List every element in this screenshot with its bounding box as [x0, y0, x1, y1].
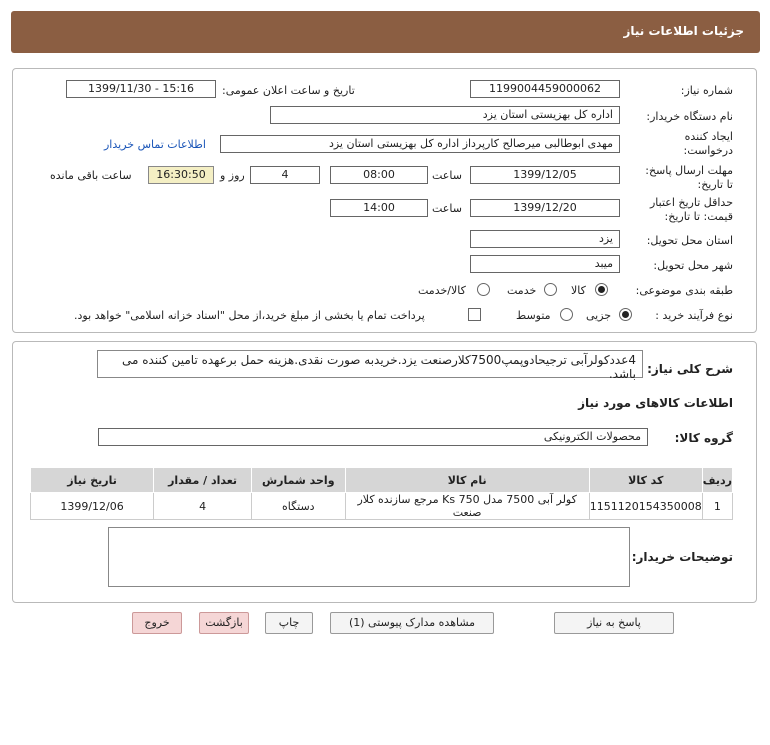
need-description-field: 4عددکولرآبی ترجیحادوپمپ7500کلارصنعت یزد.خریدبه صورت نقدی.هزینه حمل برعهده تامین کننده می باشد. [97, 350, 643, 378]
buyer-org-label: نام دستگاه خریدار: [646, 110, 733, 123]
process-medium-label: متوسط [516, 309, 551, 322]
reply-deadline-label: مهلت ارسال پاسخ: [645, 164, 733, 177]
reply-time-label: ساعت [432, 169, 462, 182]
remaining-time-field: 16:30:50 [148, 166, 214, 184]
buyer-contact-link[interactable]: اطلاعات تماس خریدار [104, 138, 206, 151]
goods-group-field: محصولات الکترونیکی [98, 428, 648, 446]
city-field: میبد [470, 255, 620, 273]
announce-label: تاریخ و ساعت اعلان عمومی: [222, 84, 355, 97]
reply-date-field: 1399/12/05 [470, 166, 620, 184]
cell-need-date: 1399/12/06 [31, 493, 154, 520]
category-both-radio[interactable] [477, 283, 490, 296]
category-service-radio[interactable] [544, 283, 557, 296]
need-number-field: 1199004459000062 [470, 80, 620, 98]
cell-quantity: 4 [154, 493, 252, 520]
reply-deadline-label-2: تا تاریخ: [697, 178, 733, 191]
validity-label: حداقل تاریخ اعتبار [649, 196, 733, 209]
announce-field: 1399/11/30 - 15:16 [66, 80, 216, 98]
need-description-label: شرح کلی نیاز: [647, 362, 733, 376]
validity-date-field: 1399/12/20 [470, 199, 620, 217]
goods-group-label: گروه کالا: [674, 431, 733, 445]
treasury-payment-label: پرداخت تمام یا بخشی از مبلغ خرید،از محل "اسناد خزانه اسلامی" خواهد بود. [74, 309, 425, 322]
process-label: نوع فرآیند خرید : [655, 309, 733, 322]
col-header-row: ردیف [702, 468, 732, 493]
category-goods-radio[interactable] [595, 283, 608, 296]
page-title: جزئیات اطلاعات نیاز [623, 24, 744, 38]
days-label: روز و [220, 169, 245, 182]
creator-label: ایجاد کننده [684, 130, 733, 143]
reply-time-field: 08:00 [330, 166, 428, 184]
cell-row-number: 1 [702, 493, 732, 520]
reply-button[interactable]: پاسخ به نیاز [554, 612, 674, 634]
buyer-notes-field [108, 527, 630, 587]
col-header-name: نام کالا [345, 468, 589, 493]
goods-info-title: اطلاعات کالاهای مورد نیاز [578, 396, 733, 410]
buyer-notes-label: توضیحات خریدار: [631, 550, 733, 564]
col-header-qty: تعداد / مقدار [154, 468, 252, 493]
validity-time-label: ساعت [432, 202, 462, 215]
city-label: شهر محل تحویل: [653, 259, 733, 272]
process-medium-radio[interactable] [560, 308, 573, 321]
treasury-payment-checkbox[interactable] [468, 308, 481, 321]
category-service-label: خدمت [507, 284, 537, 297]
exit-button[interactable]: خروج [132, 612, 182, 634]
buyer-org-field: اداره کل بهزیستی استان یزد [270, 106, 620, 124]
creator-field: مهدی ابوطالبی میرصالح کارپرداز اداره کل بهزیستی استان یزد [220, 135, 620, 153]
table-row [31, 493, 733, 520]
goods-table [30, 467, 733, 520]
cell-goods-name: کولر آبی 7500 مدل Ks 750 مرجع سازنده کلار صنعت [345, 493, 589, 520]
page-header [11, 11, 760, 53]
remaining-label: ساعت باقی مانده [50, 169, 132, 182]
col-header-code: کد کالا [589, 468, 702, 493]
validity-time-field: 14:00 [330, 199, 428, 217]
attachments-button[interactable]: مشاهده مدارک پیوستی (1) [330, 612, 494, 634]
days-field: 4 [250, 166, 320, 184]
back-button[interactable]: بازگشت [199, 612, 249, 634]
cell-unit: دستگاه [252, 493, 345, 520]
category-both-label: کالا/خدمت [418, 284, 466, 297]
process-small-radio[interactable] [619, 308, 632, 321]
category-label: طبقه بندی موضوعی: [635, 284, 733, 297]
validity-label-2: قیمت: تا تاریخ: [664, 210, 733, 223]
province-label: استان محل تحویل: [646, 234, 733, 247]
process-small-label: جزیی [586, 309, 612, 322]
province-field: یزد [470, 230, 620, 248]
cell-goods-code: 1151120154350008 [589, 493, 702, 520]
creator-label-2: درخواست: [683, 144, 733, 157]
col-header-date: تاریخ نیاز [31, 468, 154, 493]
category-goods-label: کالا [571, 284, 586, 297]
col-header-unit: واحد شمارش [252, 468, 345, 493]
need-number-label: شماره نیاز: [680, 84, 733, 97]
print-button[interactable]: چاپ [265, 612, 313, 634]
